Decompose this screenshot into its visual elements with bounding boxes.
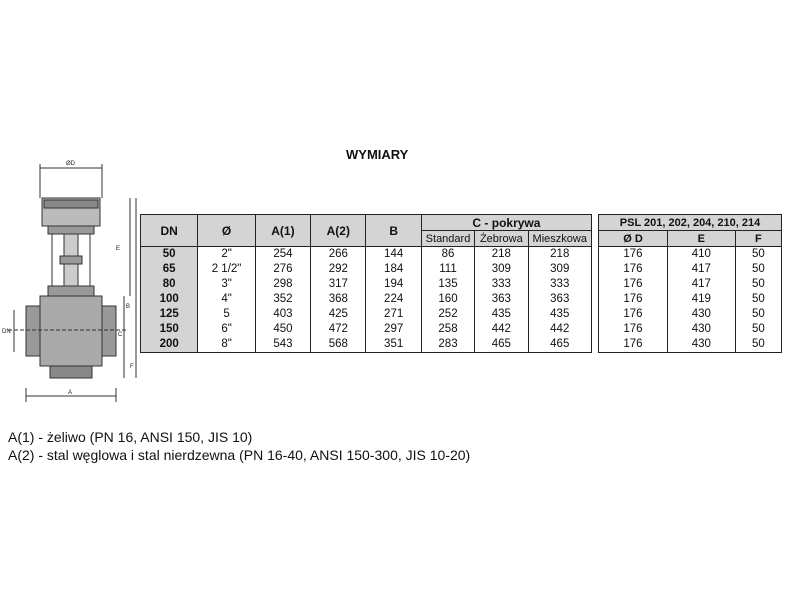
table-cell: 176 bbox=[599, 277, 668, 292]
table-cell: 80 bbox=[141, 277, 198, 292]
table-cell: 410 bbox=[667, 247, 735, 263]
col-a2: A(2) bbox=[311, 215, 366, 247]
psl-title: PSL 201, 202, 204, 210, 214 bbox=[599, 215, 782, 231]
table-cell: 176 bbox=[599, 247, 668, 263]
table-cell: 430 bbox=[667, 307, 735, 322]
table-cell: 472 bbox=[311, 322, 366, 337]
table-cell: 309 bbox=[528, 262, 591, 277]
table-cell: 218 bbox=[475, 247, 528, 263]
table-cell: 419 bbox=[667, 292, 735, 307]
table-row bbox=[599, 337, 782, 353]
table-cell: 363 bbox=[528, 292, 591, 307]
table-cell: 333 bbox=[475, 277, 528, 292]
label-c: C bbox=[118, 332, 123, 338]
table-cell: 176 bbox=[599, 262, 668, 277]
table-cell: 368 bbox=[311, 292, 366, 307]
table-cell: 4" bbox=[198, 292, 255, 307]
col-a1: A(1) bbox=[255, 215, 310, 247]
label-e: E bbox=[116, 246, 121, 252]
table-cell: 363 bbox=[475, 292, 528, 307]
label-b: B bbox=[126, 304, 131, 310]
table-cell: 254 bbox=[255, 247, 310, 263]
note-a2: A(2) - stal węglowa i stal nierdzewna (PN 16-40, ANSI 150-300, JIS 10-20) bbox=[8, 447, 471, 463]
table-cell: 176 bbox=[599, 292, 668, 307]
table-cell: 435 bbox=[475, 307, 528, 322]
table-cell: 100 bbox=[141, 292, 198, 307]
table-cell: 218 bbox=[528, 247, 591, 263]
label-a: A bbox=[68, 390, 73, 396]
col-standard: Standard bbox=[421, 231, 474, 247]
table-row bbox=[599, 262, 782, 277]
table-cell: 297 bbox=[366, 322, 421, 337]
table-cell: 430 bbox=[667, 337, 735, 353]
table-row bbox=[141, 307, 592, 322]
table-cell: 150 bbox=[141, 322, 198, 337]
table-cell: 292 bbox=[311, 262, 366, 277]
table-row bbox=[141, 277, 592, 292]
table-cell: 425 bbox=[311, 307, 366, 322]
table-cell: 50 bbox=[735, 247, 781, 263]
table-cell: 403 bbox=[255, 307, 310, 322]
table-row bbox=[599, 292, 782, 307]
table-row bbox=[599, 322, 782, 337]
table-cell: 3" bbox=[198, 277, 255, 292]
table-cell: 200 bbox=[141, 337, 198, 353]
dimensions-table bbox=[140, 214, 592, 353]
table-cell: 160 bbox=[421, 292, 474, 307]
table-cell: 184 bbox=[366, 262, 421, 277]
col-f: F bbox=[735, 231, 781, 247]
table-cell: 176 bbox=[599, 337, 668, 353]
table-cell: 224 bbox=[366, 292, 421, 307]
col-b: B bbox=[366, 215, 421, 247]
col-diameter: Ø bbox=[198, 215, 255, 247]
table-cell: 543 bbox=[255, 337, 310, 353]
table-cell: 176 bbox=[599, 307, 668, 322]
table-row bbox=[599, 247, 782, 263]
table-cell: 2 1/2" bbox=[198, 262, 255, 277]
table-cell: 176 bbox=[599, 322, 668, 337]
table-cell: 8" bbox=[198, 337, 255, 353]
table-cell: 2" bbox=[198, 247, 255, 263]
table-cell: 50 bbox=[735, 307, 781, 322]
table-cell: 50 bbox=[735, 322, 781, 337]
table-cell: 111 bbox=[421, 262, 474, 277]
table-cell: 194 bbox=[366, 277, 421, 292]
table-cell: 258 bbox=[421, 322, 474, 337]
col-od: Ø D bbox=[599, 231, 668, 247]
table-cell: 86 bbox=[421, 247, 474, 263]
table-cell: 450 bbox=[255, 322, 310, 337]
table-row bbox=[599, 307, 782, 322]
table-cell: 435 bbox=[528, 307, 591, 322]
table-row bbox=[141, 337, 592, 353]
note-a1: A(1) - żeliwo (PN 16, ANSI 150, JIS 10) bbox=[8, 429, 253, 445]
table-cell: 333 bbox=[528, 277, 591, 292]
table-cell: 317 bbox=[311, 277, 366, 292]
notes bbox=[8, 428, 470, 464]
table-cell: 125 bbox=[141, 307, 198, 322]
page-title: WYMIARY bbox=[346, 147, 409, 162]
col-c-group: C - pokrywa bbox=[421, 215, 591, 231]
table-cell: 50 bbox=[735, 277, 781, 292]
table-cell: 417 bbox=[667, 262, 735, 277]
col-zebrowa: Żebrowa bbox=[475, 231, 528, 247]
table-cell: 465 bbox=[475, 337, 528, 353]
table-cell: 135 bbox=[421, 277, 474, 292]
col-dn: DN bbox=[141, 215, 198, 247]
table-cell: 50 bbox=[735, 262, 781, 277]
table-cell: 50 bbox=[735, 337, 781, 353]
table-row bbox=[141, 262, 592, 277]
table-row bbox=[141, 247, 592, 263]
table-cell: 417 bbox=[667, 277, 735, 292]
table-cell: 309 bbox=[475, 262, 528, 277]
table-cell: 283 bbox=[421, 337, 474, 353]
table-cell: 430 bbox=[667, 322, 735, 337]
table-cell: 252 bbox=[421, 307, 474, 322]
table-row bbox=[141, 322, 592, 337]
table-cell: 442 bbox=[528, 322, 591, 337]
table-cell: 50 bbox=[735, 292, 781, 307]
table-row bbox=[141, 292, 592, 307]
psl-table bbox=[598, 214, 782, 353]
table-cell: 144 bbox=[366, 247, 421, 263]
table-cell: 276 bbox=[255, 262, 310, 277]
table-cell: 266 bbox=[311, 247, 366, 263]
label-diameter: ØD bbox=[66, 161, 75, 167]
table-cell: 50 bbox=[141, 247, 198, 263]
table-cell: 271 bbox=[366, 307, 421, 322]
table-cell: 352 bbox=[255, 292, 310, 307]
label-dn: DN bbox=[2, 329, 11, 335]
table-cell: 568 bbox=[311, 337, 366, 353]
table-cell: 65 bbox=[141, 262, 198, 277]
label-f: F bbox=[130, 364, 134, 370]
table-cell: 442 bbox=[475, 322, 528, 337]
table-cell: 298 bbox=[255, 277, 310, 292]
col-mieszkowa: Mieszkowa bbox=[528, 231, 591, 247]
table-cell: 5 bbox=[198, 307, 255, 322]
table-cell: 351 bbox=[366, 337, 421, 353]
valve-drawing bbox=[0, 158, 140, 413]
table-cell: 465 bbox=[528, 337, 591, 353]
table-row bbox=[599, 277, 782, 292]
table-cell: 6" bbox=[198, 322, 255, 337]
col-e: E bbox=[667, 231, 735, 247]
